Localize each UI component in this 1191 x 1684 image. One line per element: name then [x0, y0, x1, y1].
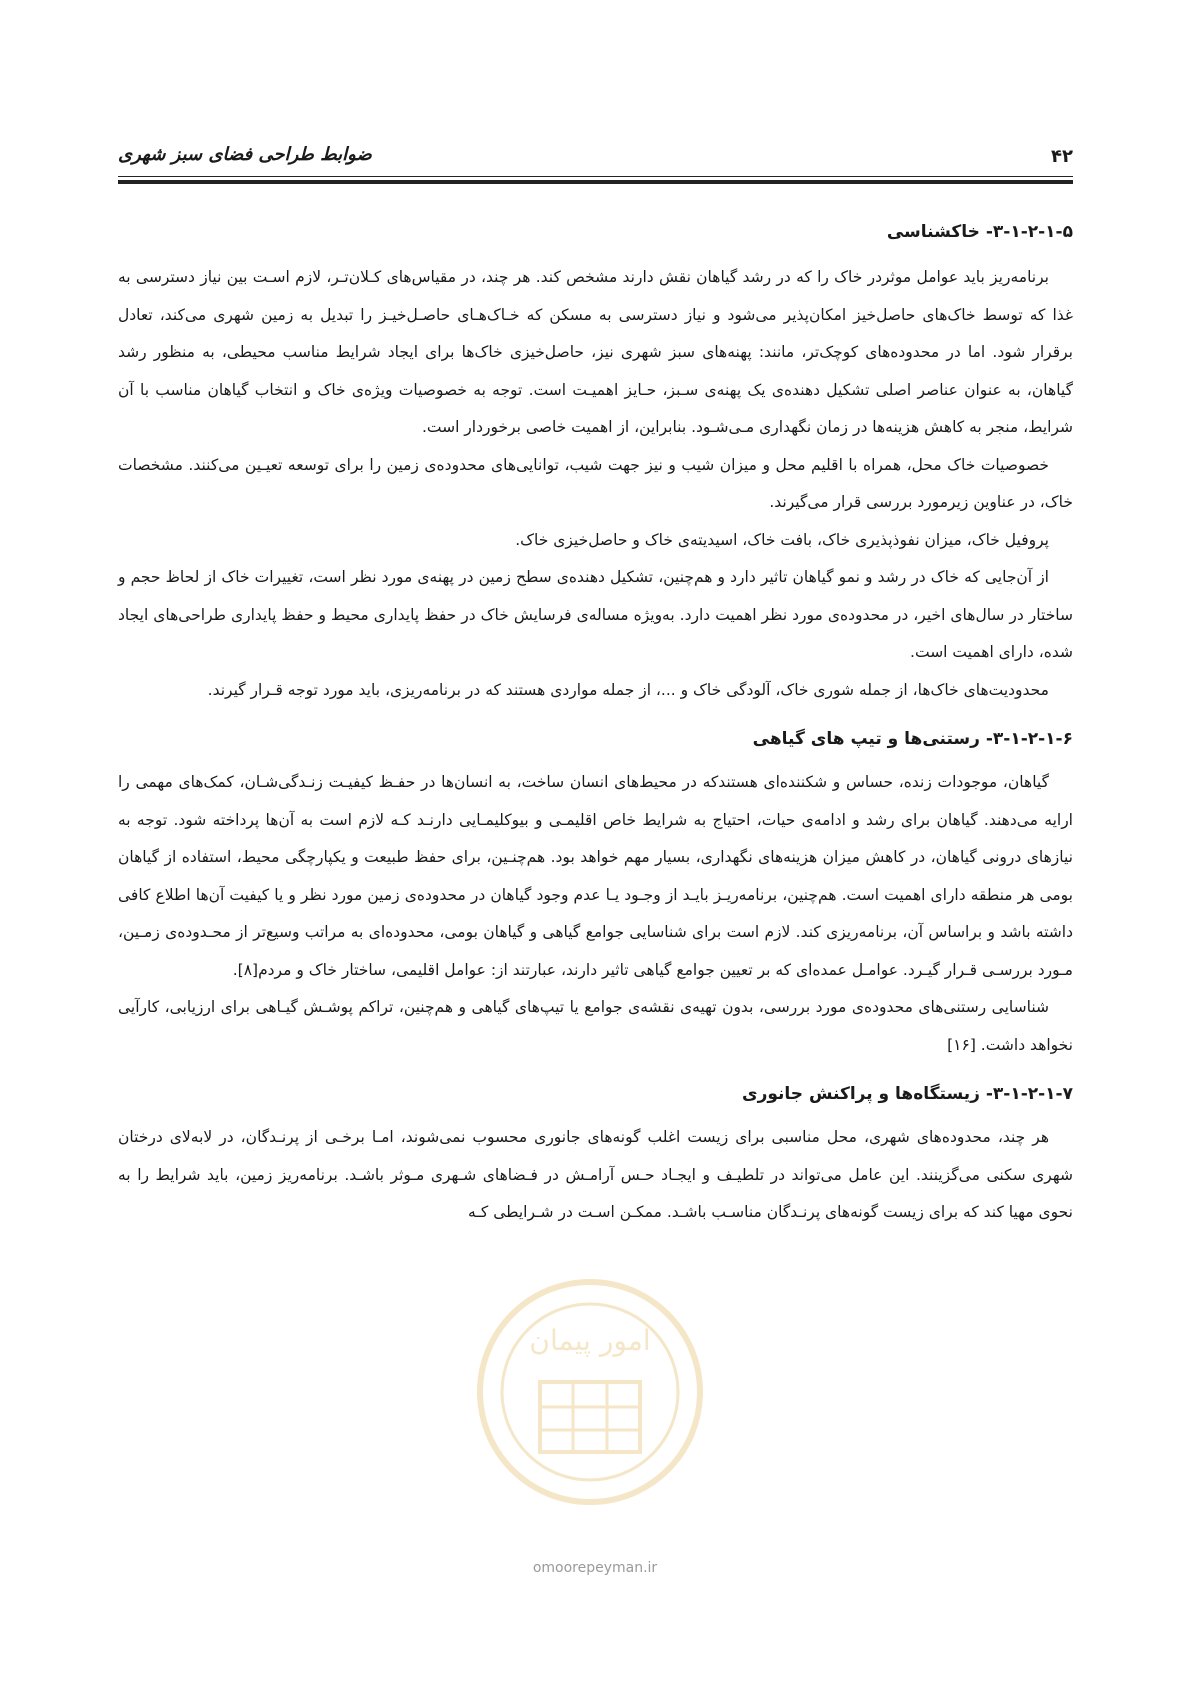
paragraph: گیاهان، موجودات زنده، حساس و شکننده‌ای هستندکه در محیط‌های انسان ساخت، به انسان‌ها در حفـظ کیفیـت زنـدگی‌شـان، کمک‌های مهمی را ارایه می‌دهند. گیاهان برای رشد و ادامه‌ی حیات، احتیاج به شرایط خاص اقلیمـی و بیوکلیمـایی دارنـد کـه لازم است به آن‌ها پرداخته شود. توجه به نیازهای درونی گیاهان، در کاهش میزان هزینه‌های نگهداری، بسیار مهم خواهد بود. هم‌چنـین، برای حفظ طبیعت و یکپارچگی محیط، استفاده از گیاهان بومی هر منطقه دارای اهمیت است. هم‌چنین، برنامه‌ریـز بایـد از وجـود یـا عدم وجود گیاهان در محدوده‌ی زمین مورد نظر و یا کیفیت آن‌ها اطلاع کافی داشته باشد و براساس آن، برنامه‌ریزی کند. لازم است برای شناسایی جوامع گیاهی و گیاهان بومی، محدوده‌ای به مراتب وسیع‌تر از محـدوده‌ی زمـین، مـورد بررسـی قـرار گیـرد. عوامـل عمده‌ای که بر تعیین جوامع گیاهی تاثیر دارند، عبارتند از: عوامل اقلیمی، ساختار خاک و مردم[۸]. [118, 773, 1073, 979]
paragraph: محدودیت‌های خاک‌ها، از جمله شوری خاک، آلودگی خاک و ...، از جمله مواردی هستند که در برنامه‌ریزی، باید مورد توجه قـرار گیرند. [207, 680, 1049, 699]
header-rule-thick [118, 180, 1073, 184]
paragraph: شناسایی رستنی‌های محدوده‌ی مورد بررسی، بدون تهیه‌ی نقشه‌ی جوامع یا تیپ‌های گیاهی و هم‌چنین، تراکم پوشـش گیـاهی برای ارزیابی، کارآیی نخواهد داشت. [۱۶] [118, 998, 1073, 1054]
watermark-text: امور پیمان [529, 1324, 651, 1357]
body-text [118, 214, 1073, 1232]
paragraph: برنامه‌ریز باید عوامل موثردر خاک را که در رشد گیاهان نقش دارند مشخص کند. هر چند، در مقیاس‌های کـلان‌تـر، لازم اسـت بین نیاز دسترسی به غذا که توسط خاک‌های حاصل‌خیز امکان‌پذیر می‌شود و نیاز دسترسی به مسکن که خـاک‌هـای حاصـل‌خیـز را تبدیل به زمین شهری می‌کند، تعادل برقرار شود. اما در محدوده‌های کوچک‌تر، مانند: پهنه‌های سبز شهری نیز، حاصل‌خیزی خاک‌ها برای ایجاد شرایط مناسب محیطی، به منظور رشد گیاهان، به عنوان عناصر اصلی تشکیل دهنده‌ی یک پهنه‌ی سـبز، حـایز اهمیـت است. توجه به خصوصیات ویژه‌ی خاک و انتخاب گیاهان مناسب با آن شرایط، منجر به کاهش هزینه‌ها در زمان نگهداری مـی‌شـود. بنابراین، از اهمیت خاصی برخوردار است. [118, 268, 1073, 436]
header-rule-thin [118, 176, 1073, 177]
section-heading-habitats: ۳-۱-۲-۱-۷- زیستگاه‌ها و پراکنش جانوری [742, 1084, 1073, 1104]
paragraph: هر چند، محدوده‌های شهری، محل مناسبی برای زیست اغلب گونه‌های جانوری محسوب نمی‌شوند، امـا برخـی از پرنـدگان، در لابه‌لای درختان شهری سکنی می‌گزینند. این عامل می‌تواند در تلطیـف و ایجـاد حـس آرامـش در فـضاهای شـهری مـوثر باشـد. برنامه‌ریز زمین، باید شرایط را به نحوی مهیا کند که برای زیست گونه‌های پرنـدگان مناسـب باشـد. ممکـن اسـت در شـرایطی کـه [118, 1128, 1073, 1221]
paragraph: از آن‌جایی که خاک در رشد و نمو گیاهان تاثیر دارد و هم‌چنین، تشکیل دهنده‌ی سطح زمین در پهنه‌ی مورد نظر است، تغییرات خاک از لحاظ حجم و ساختار در سال‌های اخیر، در محدوده‌ی مورد نظر اهمیت دارد. به‌ویژه مساله‌ی فرسایش خاک در حفظ پایداری محیط و حفظ پایداری طراحی‌های ایجاد شده، دارای اهمیت است. [118, 568, 1073, 661]
watermark-logo [470, 1272, 710, 1512]
watermark-url: omoorepeyman.ir [532, 1560, 658, 1576]
section-heading-soil: ۳-۱-۲-۱-۵- خاکشناسی [886, 222, 1073, 242]
section-heading-vegetation: ۳-۱-۲-۱-۶- رستنی‌ها و تیپ های گیاهی [752, 729, 1073, 749]
paragraph: پروفیل خاک، میزان نفوذپذیری خاک، بافت خاک، اسیدیته‌ی خاک و حاصل‌خیزی خاک. [515, 530, 1049, 549]
running-title: ضوابط طراحی فضای سبز شهری [118, 144, 372, 165]
page-header [118, 142, 1073, 172]
page-number: ۴۲ [1051, 146, 1073, 167]
paragraph: خصوصیات خاک محل، همراه با اقلیم محل و میزان شیب و نیز جهت شیب، توانایی‌های محدوده‌ی زمین را برای توسعه تعیـین می‌کنند. مشخصات خاک، در عناوین زیرمورد بررسی قرار می‌گیرند. [118, 455, 1073, 511]
